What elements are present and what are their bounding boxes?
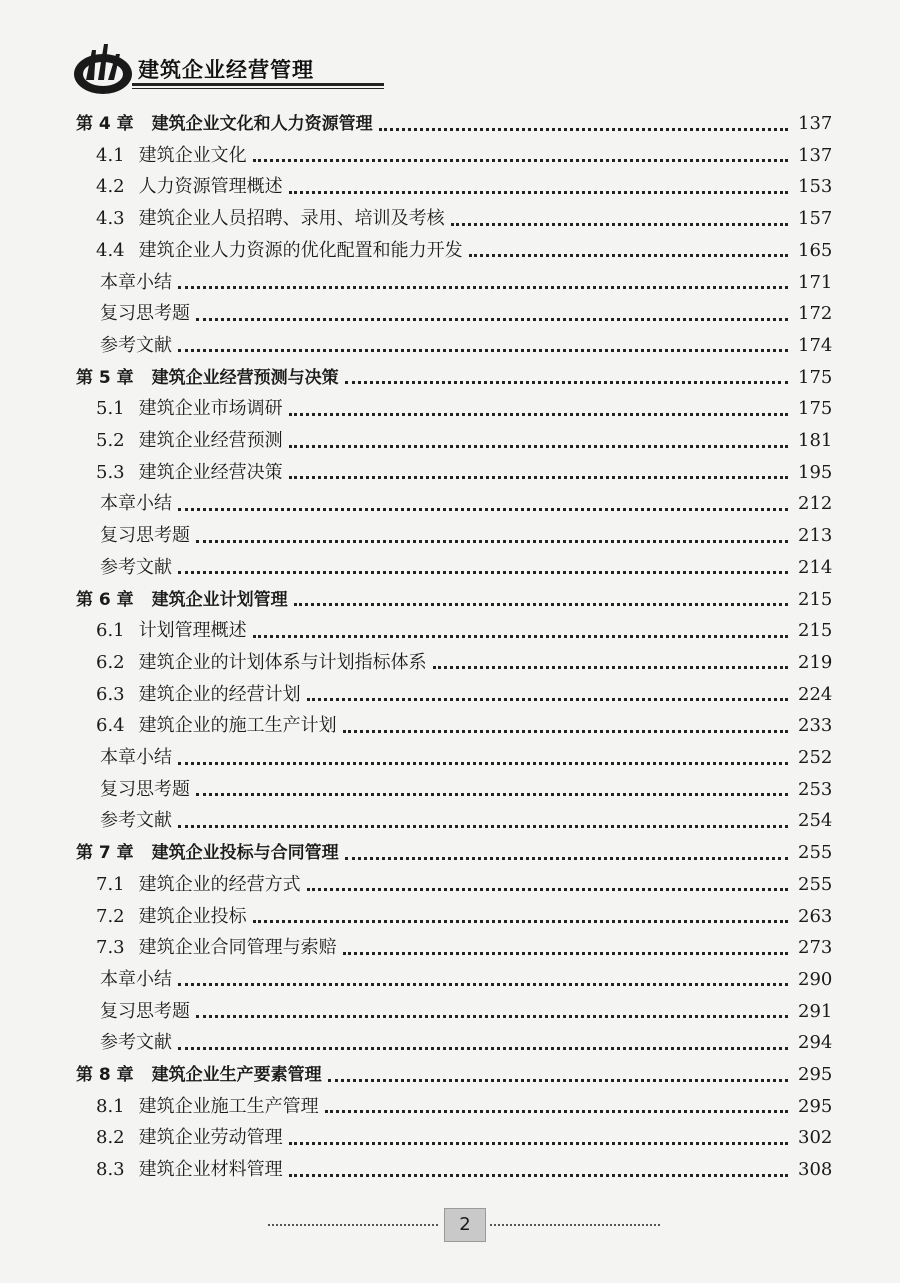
- toc-entry-page: 213: [798, 525, 833, 547]
- dot-leader: [178, 1047, 788, 1050]
- toc-entry-page: 172: [798, 303, 833, 325]
- toc-entry-title: 建筑企业经营决策: [138, 461, 283, 483]
- toc-entry-page: 219: [798, 651, 833, 673]
- page-footer: [268, 1208, 660, 1242]
- toc-entry-number: 7.2: [96, 905, 125, 927]
- toc-entry-page: 255: [798, 873, 833, 895]
- dot-leader: [196, 318, 788, 321]
- toc-entry-title: 建筑企业的计划体系与计划指标体系: [138, 651, 427, 673]
- toc-entry-title: 复习思考题: [100, 778, 190, 800]
- toc-entry-page: 295: [798, 1064, 833, 1085]
- toc-entry-number: 8.3: [96, 1159, 125, 1181]
- toc-extra-entry[interactable]: [0, 1027, 846, 1059]
- toc-entry-page: 253: [798, 778, 833, 800]
- toc-section-entry[interactable]: [0, 1154, 846, 1186]
- toc-entry-title: 人力资源管理概述: [138, 176, 283, 198]
- dot-leader: [178, 286, 788, 289]
- running-header: [72, 40, 812, 100]
- toc-entry-page: 137: [798, 113, 833, 134]
- toc-entry-page: 215: [798, 588, 833, 610]
- dot-leader: [294, 603, 788, 606]
- toc-entry-title: 建筑企业计划管理: [151, 589, 288, 610]
- toc-extra-entry[interactable]: [0, 298, 846, 330]
- toc-entry-title: 建筑企业人员招聘、录用、培训及考核: [138, 208, 445, 230]
- toc-section-entry[interactable]: [0, 203, 846, 235]
- toc-entry-number: 5.1: [96, 398, 125, 420]
- toc-section-entry[interactable]: [0, 869, 846, 901]
- toc-entry-number: 6.4: [96, 715, 125, 737]
- toc-entry-title: 参考文献: [100, 1032, 172, 1054]
- dot-leader: [289, 413, 788, 416]
- toc-entry-page: 212: [798, 493, 833, 515]
- dot-leader: [196, 540, 788, 543]
- toc-entry-number: 8.1: [96, 1095, 125, 1117]
- toc-entry-page: 273: [798, 937, 833, 959]
- dot-leader: [196, 1015, 788, 1018]
- dot-leader: [178, 983, 788, 986]
- toc-extra-entry[interactable]: [0, 964, 846, 996]
- toc-entry-title: 建筑企业文化和人力资源管理: [151, 114, 373, 134]
- dot-leader: [253, 920, 788, 923]
- toc-entry-page: 254: [798, 810, 833, 832]
- toc-entry-number: 5.3: [96, 461, 125, 483]
- toc-entry-title: 建筑企业合同管理与索赔: [138, 937, 337, 959]
- toc-entry-page: 224: [798, 683, 833, 705]
- footer-rule-right: [490, 1224, 660, 1226]
- toc-entry-title: 建筑企业文化: [138, 144, 247, 166]
- toc-entry-title: 建筑企业的经营方式: [138, 873, 301, 895]
- dot-leader: [307, 698, 788, 701]
- toc-entry-title: 参考文献: [100, 334, 172, 356]
- toc-extra-entry[interactable]: [0, 552, 846, 584]
- toc-entry-title: 复习思考题: [100, 303, 190, 325]
- toc-entry-number: 8.2: [96, 1127, 125, 1149]
- toc-section-entry[interactable]: [0, 1091, 846, 1123]
- toc-entry-page: 153: [798, 176, 833, 198]
- toc-entry-page: 290: [798, 968, 833, 990]
- toc-section-entry[interactable]: [0, 647, 846, 679]
- toc-entry-title: 参考文献: [100, 810, 172, 832]
- footer-rule-left: [268, 1224, 438, 1226]
- toc-entry-number: 第 7 章: [76, 843, 134, 864]
- toc-section-entry[interactable]: [0, 171, 846, 203]
- dot-leader: [379, 128, 788, 131]
- toc-extra-entry[interactable]: [0, 488, 846, 520]
- toc-entry-title: 建筑企业经营预测: [138, 430, 283, 451]
- toc-section-entry[interactable]: [0, 932, 846, 964]
- toc-entry-title: 建筑企业生产要素管理: [151, 1065, 322, 1085]
- toc-entry-number: 7.1: [96, 873, 125, 895]
- toc-section-entry[interactable]: [0, 425, 846, 457]
- dot-leader: [196, 793, 788, 796]
- dot-leader: [307, 888, 788, 891]
- toc-entry-page: 302: [798, 1127, 833, 1149]
- dot-leader: [178, 762, 788, 765]
- toc-extra-entry[interactable]: [0, 742, 846, 774]
- dot-leader: [178, 571, 788, 574]
- toc-entry-number: 第 8 章: [76, 1065, 134, 1085]
- toc-entry-title: 建筑企业劳动管理: [138, 1127, 283, 1149]
- toc-entry-number: 第 4 章: [76, 114, 134, 134]
- book-logo-icon: [72, 40, 134, 98]
- toc-entry-title: 本章小结: [100, 968, 172, 990]
- header-rule-thin: [132, 88, 384, 89]
- toc-entry-number: 4.2: [96, 176, 125, 198]
- toc-entry-page: 174: [798, 334, 833, 356]
- toc-entry-number: 6.2: [96, 651, 125, 673]
- toc-entry-number: 第 6 章: [76, 589, 134, 610]
- toc-entry-title: 计划管理概述: [138, 620, 247, 642]
- dot-leader: [345, 857, 788, 860]
- dot-leader: [178, 349, 788, 352]
- toc-section-entry[interactable]: [0, 235, 846, 267]
- toc-entry-number: 6.1: [96, 620, 125, 642]
- toc-entry-title: 建筑企业的经营计划: [138, 683, 301, 705]
- dot-leader: [343, 952, 788, 955]
- toc-entry-page: 175: [798, 398, 833, 420]
- dot-leader: [253, 635, 788, 638]
- toc-entry-number: 第 5 章: [76, 367, 134, 388]
- toc-entry-number: 4.4: [96, 239, 125, 261]
- toc-section-entry[interactable]: [0, 710, 846, 742]
- toc-entry-page: 295: [798, 1095, 833, 1117]
- dot-leader: [289, 191, 788, 194]
- toc-entry-number: 4.1: [96, 144, 125, 166]
- toc-extra-entry[interactable]: [0, 330, 846, 362]
- toc-entry-title: 参考文献: [100, 556, 172, 578]
- toc-section-entry[interactable]: [0, 901, 846, 933]
- dot-leader: [345, 381, 788, 384]
- toc-entry-page: 195: [798, 461, 833, 483]
- toc-section-entry[interactable]: [0, 140, 846, 172]
- dot-leader: [433, 666, 788, 669]
- page-number: 2: [444, 1208, 486, 1242]
- toc-entry-page: 165: [798, 239, 833, 261]
- toc-entry-number: 4.3: [96, 208, 125, 230]
- dot-leader: [325, 1110, 788, 1113]
- toc-entry-page: 233: [798, 715, 833, 737]
- toc-chapter-entry[interactable]: [0, 584, 846, 616]
- toc-entry-title: 本章小结: [100, 493, 172, 515]
- book-title: 建筑企业经营管理: [138, 58, 314, 82]
- toc-entry-number: 7.3: [96, 937, 125, 959]
- toc-entry-page: 171: [798, 271, 833, 293]
- dot-leader: [451, 223, 788, 226]
- toc-entry-title: 复习思考题: [100, 525, 190, 547]
- toc-entry-number: 5.2: [96, 430, 125, 451]
- toc-chapter-entry[interactable]: [0, 837, 846, 869]
- toc-section-entry[interactable]: [0, 679, 846, 711]
- toc-entry-page: 137: [798, 144, 833, 166]
- toc-extra-entry[interactable]: [0, 805, 846, 837]
- toc-chapter-entry[interactable]: [0, 108, 846, 140]
- toc-entry-title: 本章小结: [100, 271, 172, 293]
- toc-entry-title: 建筑企业人力资源的优化配置和能力开发: [138, 239, 463, 261]
- toc-entry-page: 215: [798, 620, 833, 642]
- toc-entry-title: 建筑企业经营预测与决策: [151, 367, 339, 388]
- dot-leader: [289, 476, 788, 479]
- dot-leader: [253, 159, 788, 162]
- toc-entry-page: 291: [798, 1000, 833, 1022]
- toc-extra-entry[interactable]: [0, 520, 846, 552]
- toc-entry-title: 建筑企业市场调研: [138, 398, 283, 420]
- dot-leader: [178, 508, 788, 511]
- toc-entry-page: 181: [798, 430, 833, 451]
- toc-entry-page: 214: [798, 556, 833, 578]
- dot-leader: [289, 1142, 788, 1145]
- toc-extra-entry[interactable]: [0, 774, 846, 806]
- toc-entry-page: 263: [798, 905, 833, 927]
- dot-leader: [328, 1079, 788, 1082]
- toc-entry-page: 294: [798, 1032, 833, 1054]
- header-rule: [132, 83, 384, 86]
- dot-leader: [178, 825, 788, 828]
- toc-extra-entry[interactable]: [0, 267, 846, 299]
- toc-entry-title: 复习思考题: [100, 1000, 190, 1022]
- toc-entry-title: 建筑企业施工生产管理: [138, 1095, 319, 1117]
- toc-extra-entry[interactable]: [0, 996, 846, 1028]
- toc-entry-title: 建筑企业材料管理: [138, 1159, 283, 1181]
- toc-chapter-entry[interactable]: [0, 362, 846, 394]
- toc-entry-page: 252: [798, 747, 833, 768]
- toc-entry-number: 6.3: [96, 683, 125, 705]
- toc-section-entry[interactable]: [0, 393, 846, 425]
- toc-entry-title: 建筑企业的施工生产计划: [138, 715, 337, 737]
- toc-entry-title: 本章小结: [100, 747, 172, 768]
- dot-leader: [343, 730, 788, 733]
- toc-entry-page: 308: [798, 1159, 833, 1181]
- toc-entry-page: 175: [798, 366, 833, 388]
- toc-section-entry[interactable]: [0, 615, 846, 647]
- toc-entry-page: 255: [798, 842, 833, 864]
- toc-section-entry[interactable]: [0, 1122, 846, 1154]
- toc-entry-title: 建筑企业投标与合同管理: [151, 843, 339, 864]
- dot-leader: [289, 445, 788, 448]
- toc-section-entry[interactable]: [0, 457, 846, 489]
- toc-chapter-entry[interactable]: [0, 1059, 846, 1091]
- dot-leader: [469, 254, 788, 257]
- toc-entry-page: 157: [798, 208, 833, 230]
- toc-entry-title: 建筑企业投标: [138, 905, 247, 927]
- dot-leader: [289, 1174, 788, 1177]
